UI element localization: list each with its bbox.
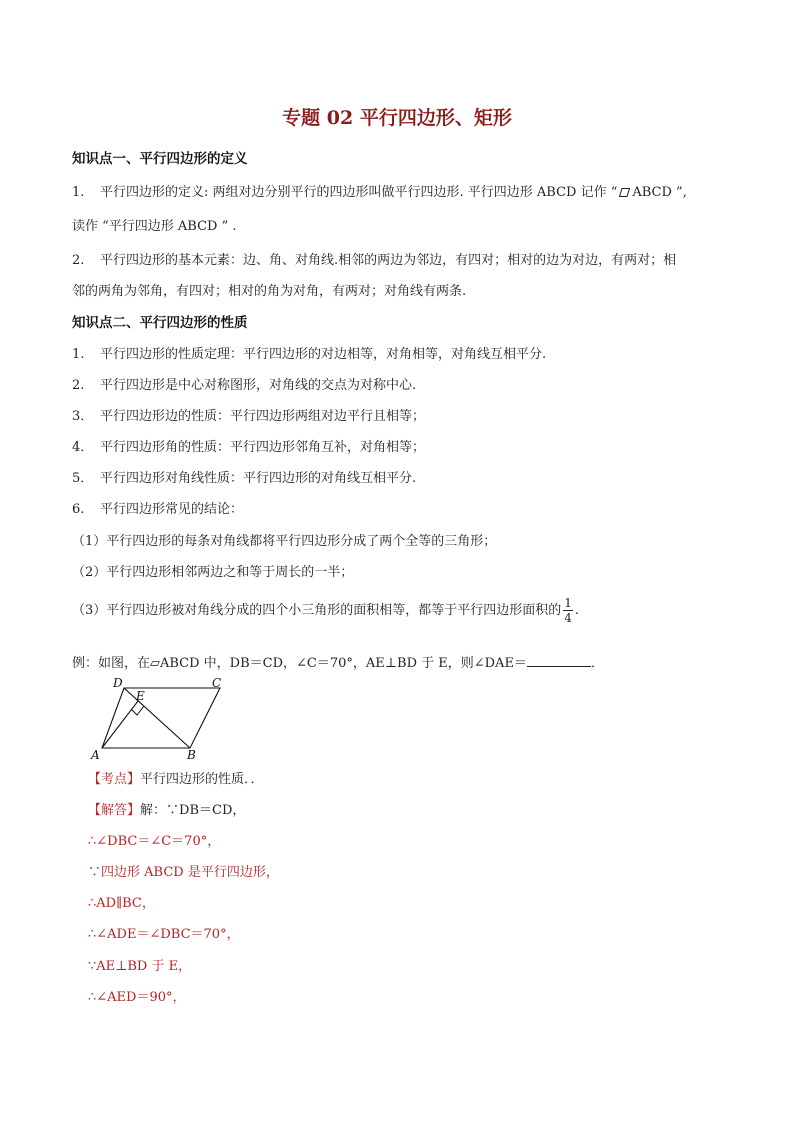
property-item-4 [72,436,425,455]
example-end: ． [590,656,604,671]
diagonal-db [124,688,190,748]
definition-item-2 [72,249,676,268]
fraction-one-quarter [563,596,573,625]
parallelogram-symbol-icon [619,188,630,197]
item-text: 平行四边形常见的结论： [100,502,244,517]
definition-item-1-continued: 读作 “平行四边形 ABCD ” . [72,219,237,234]
page-title: 专题 02 平行四边形、矩形 [282,107,512,129]
label-c: C [212,676,222,690]
label-d: D [113,676,123,690]
jieda-line [88,799,245,818]
item-number: 2. [72,253,85,268]
item-text-end: ABCD ”, [632,185,687,200]
jieda-text: 解：∵DB＝CD， [140,803,246,818]
conclusion-3-end: . [574,603,580,618]
fraction-denominator: 4 [564,611,572,625]
kaodian-text: 平行四边形的性质．． [140,772,264,787]
item-text: 平行四边形的定义: 两组对边分别平行的四边形叫做平行四边形. 平行四边形 ABCD 记作 “ [100,185,618,200]
solution-step-6: ∴∠AED＝90°， [88,990,186,1005]
item-number: 1. [72,347,85,362]
parallelogram-figure [88,676,238,762]
section-heading-definition: 知识点一、平行四边形的定义 [72,151,248,167]
item-number: 5． [72,471,94,486]
fraction-numerator: 1 [564,596,572,610]
conclusion-2: （2）平行四边形相邻两边之和等于周长的一半； [72,565,354,580]
section-heading-properties: 知识点二、平行四边形的性质 [72,315,248,331]
conclusion-1: （1）平行四边形的每条对角线都将平行四边形分成了两个全等的三角形； [72,534,497,549]
conclusion-3 [72,596,579,625]
example-text: 例：如图，在▱ABCD 中，DB＝CD，∠C＝70°，AE⊥BD 于 E，则∠DAE＝ [72,656,527,671]
item-number: 2. [72,378,85,393]
solution-step-3: ∴AD∥BC， [88,896,155,911]
item-text: 平行四边形角的性质：平行四边形邻角互补，对角相等； [100,440,426,455]
answer-blank[interactable] [527,654,591,667]
item-text: 平行四边形边的性质：平行四边形两组对边平行且相等； [100,409,426,424]
parallelogram-abcd [102,688,220,748]
item-number: 3． [72,409,94,424]
item-text: 平行四边形的性质定理：平行四边形的对边相等，对角相等，对角线互相平分. [100,347,547,362]
solution-step-1: ∴∠DBC＝∠C＝70°， [88,834,221,849]
solution-step-4: ∴∠ADE＝∠DBC＝70°， [88,927,240,942]
item-text: 平行四边形是中心对称图形，对角线的交点为对称中心. [100,378,417,393]
label-e: E [136,689,145,703]
property-item-5 [72,467,416,486]
item-text: 平行四边形对角线性质：平行四边形的对角线互相平分. [100,471,417,486]
item-number: 4． [72,440,94,455]
item-text: 平行四边形的基本元素：边、角、对角线.相邻的两边为邻边，有四对；相对的边为对边，有两对；相 [100,253,677,268]
definition-item-2-continued: 邻的两角为邻角，有四对；相对的角为对角，有两对；对角线有两条. [72,284,467,299]
solution-step-2: ∵四边形 ABCD 是平行四边形， [88,865,279,880]
property-item-6 [72,498,243,517]
solution-step-5: ∵AE⊥BD 于 E， [88,959,192,974]
label-b: B [187,748,196,762]
property-item-1 [72,343,546,362]
item-number: 1. [72,185,85,200]
property-item-3 [72,405,425,424]
kaodian-tag: 【考点】 [88,772,141,787]
item-number: 6. [72,502,85,517]
example-question [72,652,604,671]
conclusion-3-text: （3）平行四边形被对角线分成的四个小三角形的面积相等，都等于平行四边形面积的 [72,603,562,618]
definition-item-1 [72,181,687,200]
segment-ae [102,701,138,748]
property-item-2 [72,374,416,393]
kaodian-line [88,768,264,787]
label-a: A [91,748,100,762]
jieda-tag: 【解答】 [88,803,141,818]
